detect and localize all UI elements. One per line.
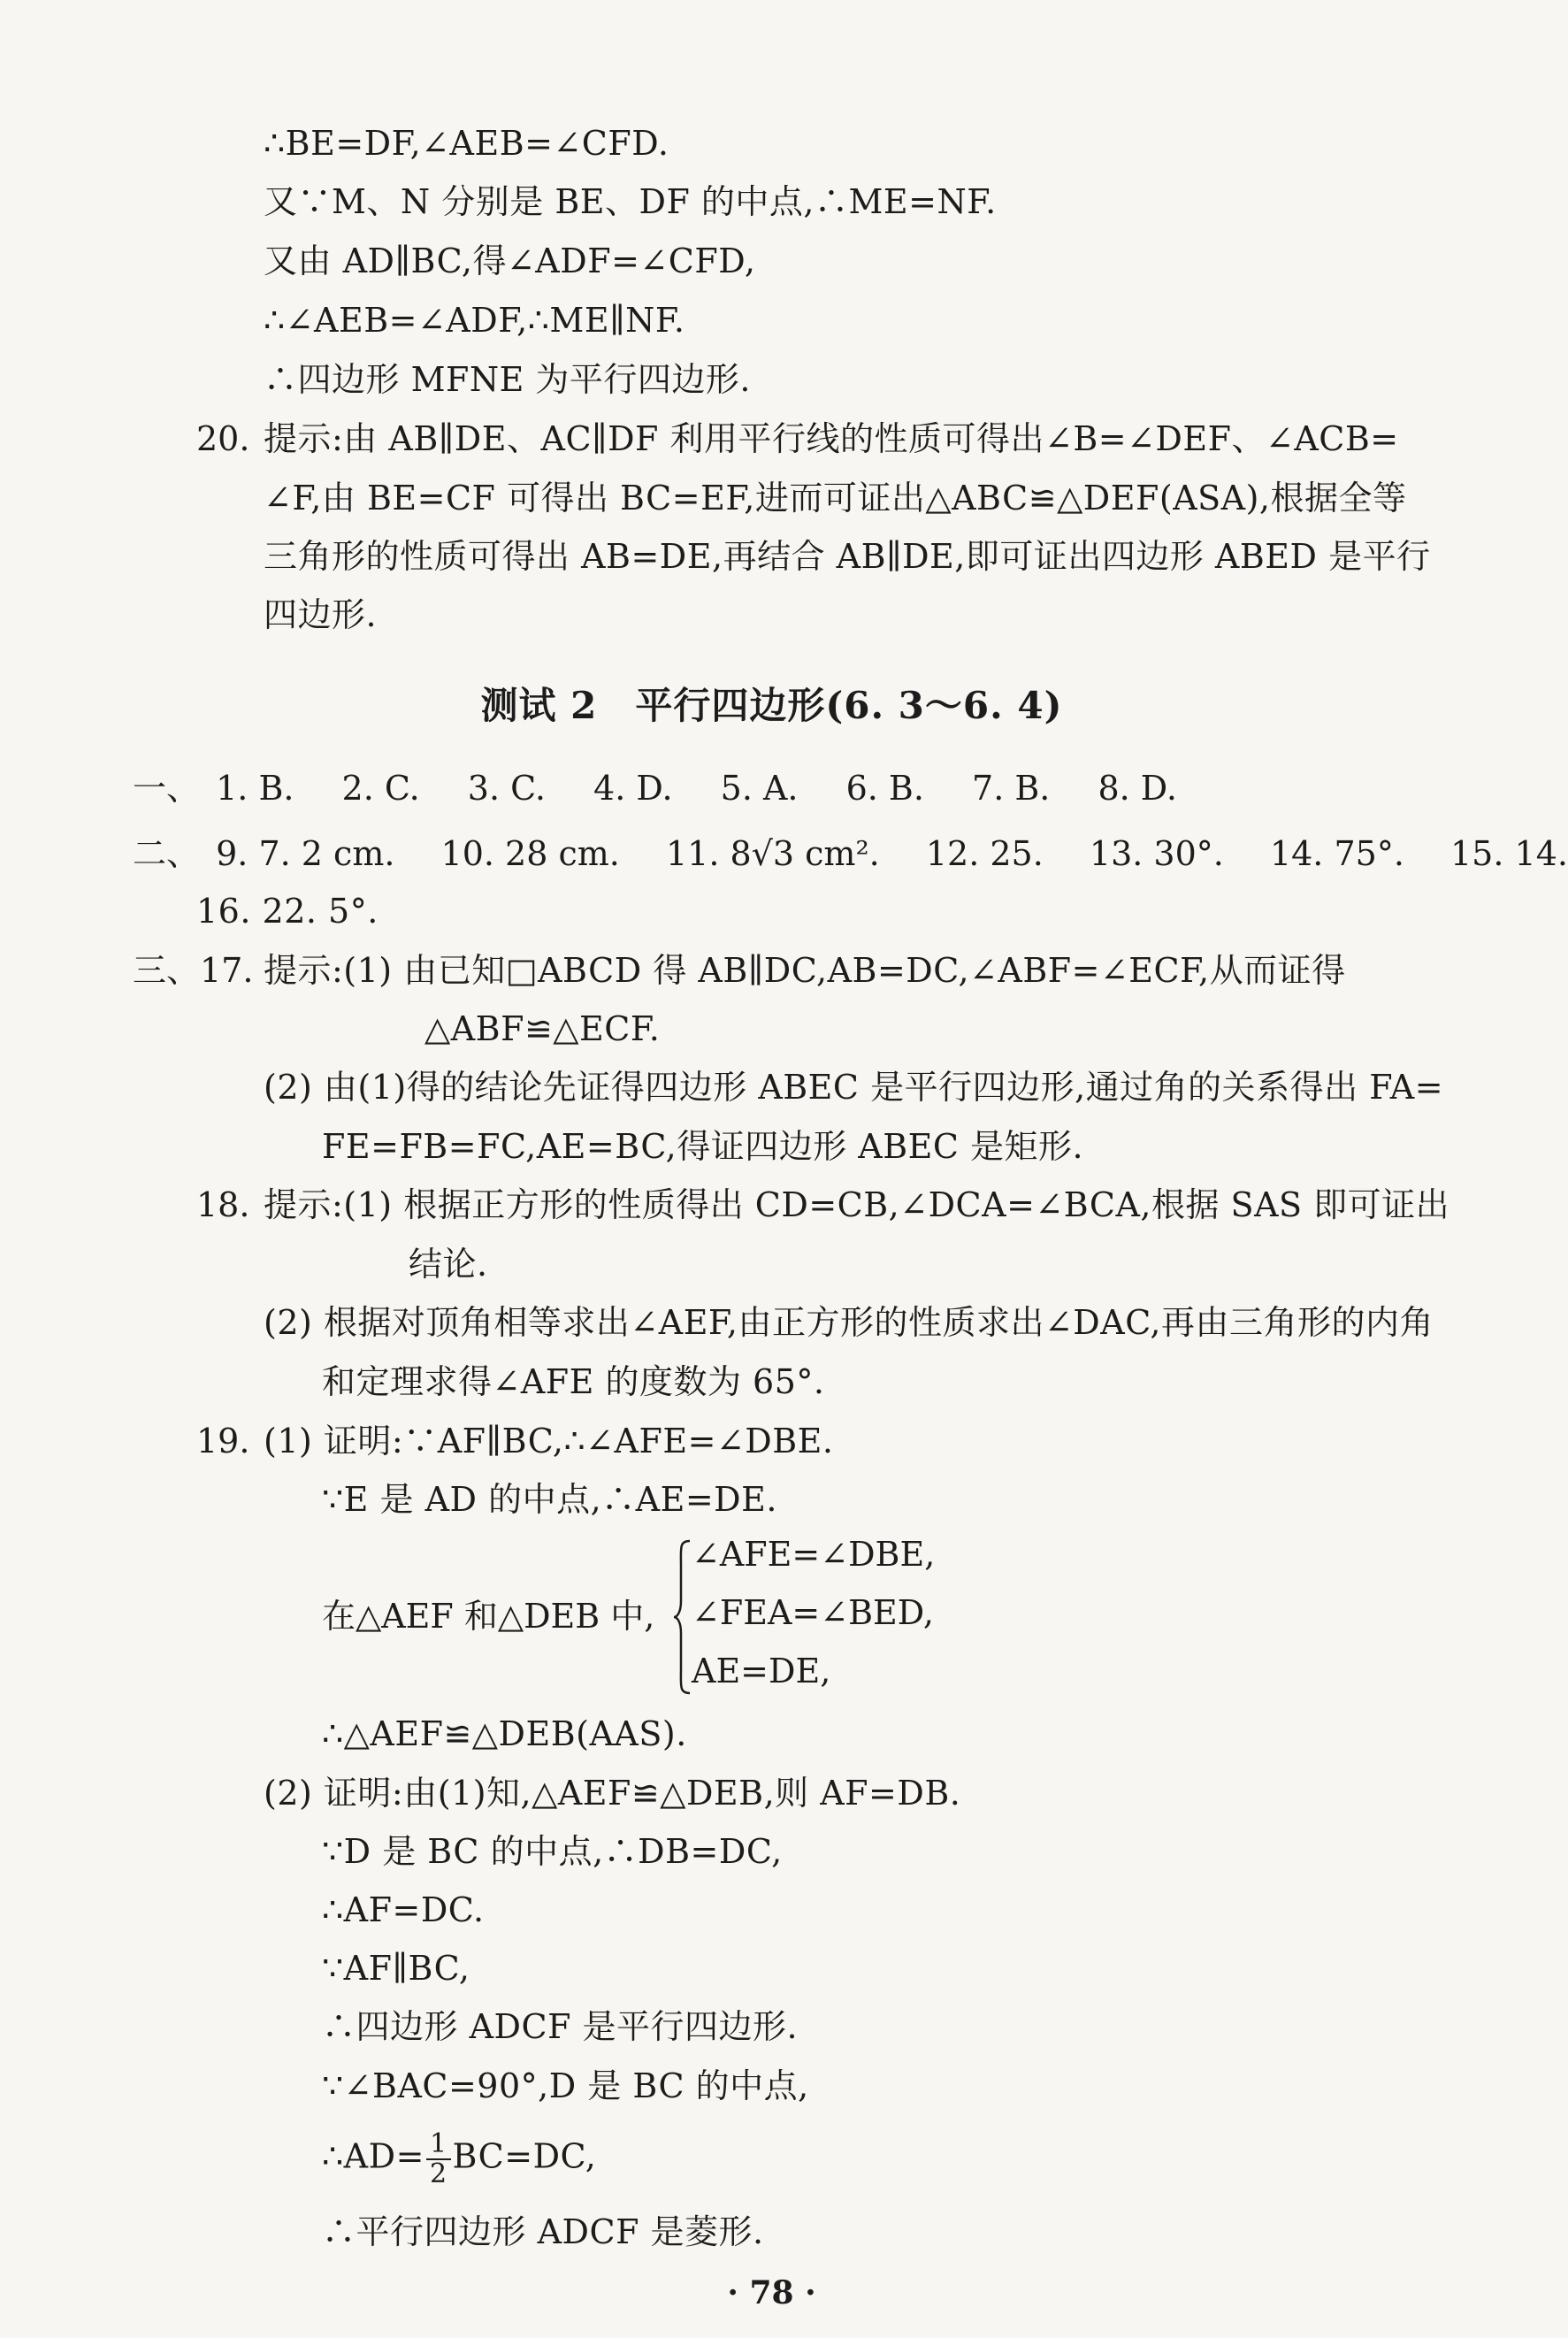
q19-line-2: ∵E 是 AD 的中点,∴AE=DE. [322, 1480, 777, 1519]
q17-line-4: FE=FB=FC,AE=BC,得证四边形 ABEC 是矩形. [322, 1127, 1084, 1166]
q18-number: 18. [196, 1185, 250, 1224]
brace-system [322, 1532, 1118, 1700]
fraction-numerator: 1 [426, 2130, 451, 2160]
q19-line-7: ∵AF∥BC, [322, 1949, 470, 1988]
q20-line-3: 三角形的性质可得出 AB=DE,再结合 AB∥DE,即可证出四边形 ABED 是平行 [264, 537, 1431, 576]
q19-line-3: ∴△AEF≌△DEB(AAS). [322, 1714, 687, 1753]
answer-12: 12. 25. [925, 834, 1044, 873]
answer-11: 11. 8√3 cm². [665, 834, 880, 873]
q17-label: 三、17. [133, 951, 254, 990]
q20-line-1: 提示:由 AB∥DE、AC∥DF 利用平行线的性质可得出∠B=∠DEF、∠ACB= [264, 419, 1399, 458]
q17-line-1: 提示:(1) 由已知□ABCD 得 AB∥DC,AB=DC,∠ABF=∠ECF,从而证得 [264, 951, 1346, 990]
q17-line-3: (2) 由(1)得的结论先证得四边形 ABEC 是平行四边形,通过角的关系得出 FA= [264, 1068, 1444, 1107]
part2-answers [133, 832, 1568, 876]
q19-line-11: ∴平行四边形 ADCF 是菱形. [322, 2212, 764, 2251]
q19-line-6: ∴AF=DC. [322, 1890, 485, 1929]
part2-label: 二、 [133, 834, 201, 873]
answer-10: 10. 28 cm. [440, 834, 620, 873]
q18-line-1: 提示:(1) 根据正方形的性质得出 CD=CB,∠DCA=∠BCA,根据 SAS 即可证出 [264, 1185, 1450, 1224]
q19-line-4: (2) 证明:由(1)知,△AEF≌△DEB,则 AF=DB. [264, 1774, 961, 1813]
proof-line-4: ∴∠AEB=∠ADF,∴ME∥NF. [264, 301, 685, 340]
brace-line-1: ∠AFE=∠DBE, [692, 1535, 936, 1574]
answer-13: 13. 30°. [1089, 834, 1224, 873]
left-brace [672, 1539, 692, 1695]
answer-1: 1. B. [216, 769, 294, 808]
brace-line-2: ∠FEA=∠BED, [692, 1593, 934, 1632]
answer-6: 6. B. [845, 769, 924, 808]
q19-line-1: (1) 证明:∵AF∥BC,∴∠AFE=∠DBE. [264, 1422, 834, 1460]
q20-number: 20. [196, 419, 250, 458]
answer-16: 16. 22. 5°. [196, 892, 379, 931]
fraction-denominator: 2 [429, 2158, 447, 2189]
answer-5: 5. A. [720, 769, 799, 808]
q19-number: 19. [196, 1422, 250, 1460]
section-title: 测试 2 平行四边形(6. 3～6. 4) [480, 684, 1063, 727]
proof-line-5: ∴四边形 MFNE 为平行四边形. [264, 360, 752, 399]
q19-line-10 [322, 2130, 596, 2189]
page-number: · 78 · [727, 2274, 816, 2311]
q18-line-3: (2) 根据对顶角相等求出∠AEF,由正方形的性质求出∠DAC,再由三角形的内角 [264, 1303, 1434, 1342]
proof-line-2: 又∵M、N 分别是 BE、DF 的中点,∴ME=NF. [264, 182, 997, 221]
q20-line-4: 四边形. [264, 595, 378, 634]
brace-line-3: AE=DE, [692, 1652, 831, 1690]
proof-line-1: ∴BE=DF,∠AEB=∠CFD. [264, 124, 669, 163]
ad-eq-prefix: ∴AD= [322, 2136, 425, 2176]
fraction-half [426, 2130, 451, 2189]
q18-line-4: 和定理求得∠AFE 的度数为 65°. [322, 1362, 825, 1401]
answer-14: 14. 75°. [1269, 834, 1404, 873]
answer-9: 9. 7. 2 cm. [216, 834, 395, 873]
answer-8: 8. D. [1098, 769, 1177, 808]
q19-line-5: ∵D 是 BC 的中点,∴DB=DC, [322, 1832, 783, 1871]
q19-line-8: ∴四边形 ADCF 是平行四边形. [322, 2007, 799, 2046]
q19-line-9: ∵∠BAC=90°,D 是 BC 的中点, [322, 2066, 809, 2105]
answer-4: 4. D. [593, 769, 673, 808]
part1-label: 一、 [133, 769, 201, 808]
q18-line-2: 结论. [409, 1245, 488, 1284]
answer-3: 3. C. [467, 769, 546, 808]
q20-line-2: ∠F,由 BE=CF 可得出 BC=EF,进而可证出△ABC≌△DEF(ASA),根据全等 [264, 479, 1407, 517]
answer-15: 15. 14. [1450, 834, 1568, 873]
answer-2: 2. C. [341, 769, 420, 808]
brace-prefix: 在△AEF 和△DEB 中, [322, 1597, 655, 1636]
proof-line-3: 又由 AD∥BC,得∠ADF=∠CFD, [264, 241, 756, 280]
part1-answers [133, 766, 1177, 810]
ad-eq-suffix: BC=DC, [452, 2136, 597, 2176]
q17-line-2: △ABF≌△ECF. [425, 1009, 661, 1048]
answer-7: 7. B. [972, 769, 1051, 808]
